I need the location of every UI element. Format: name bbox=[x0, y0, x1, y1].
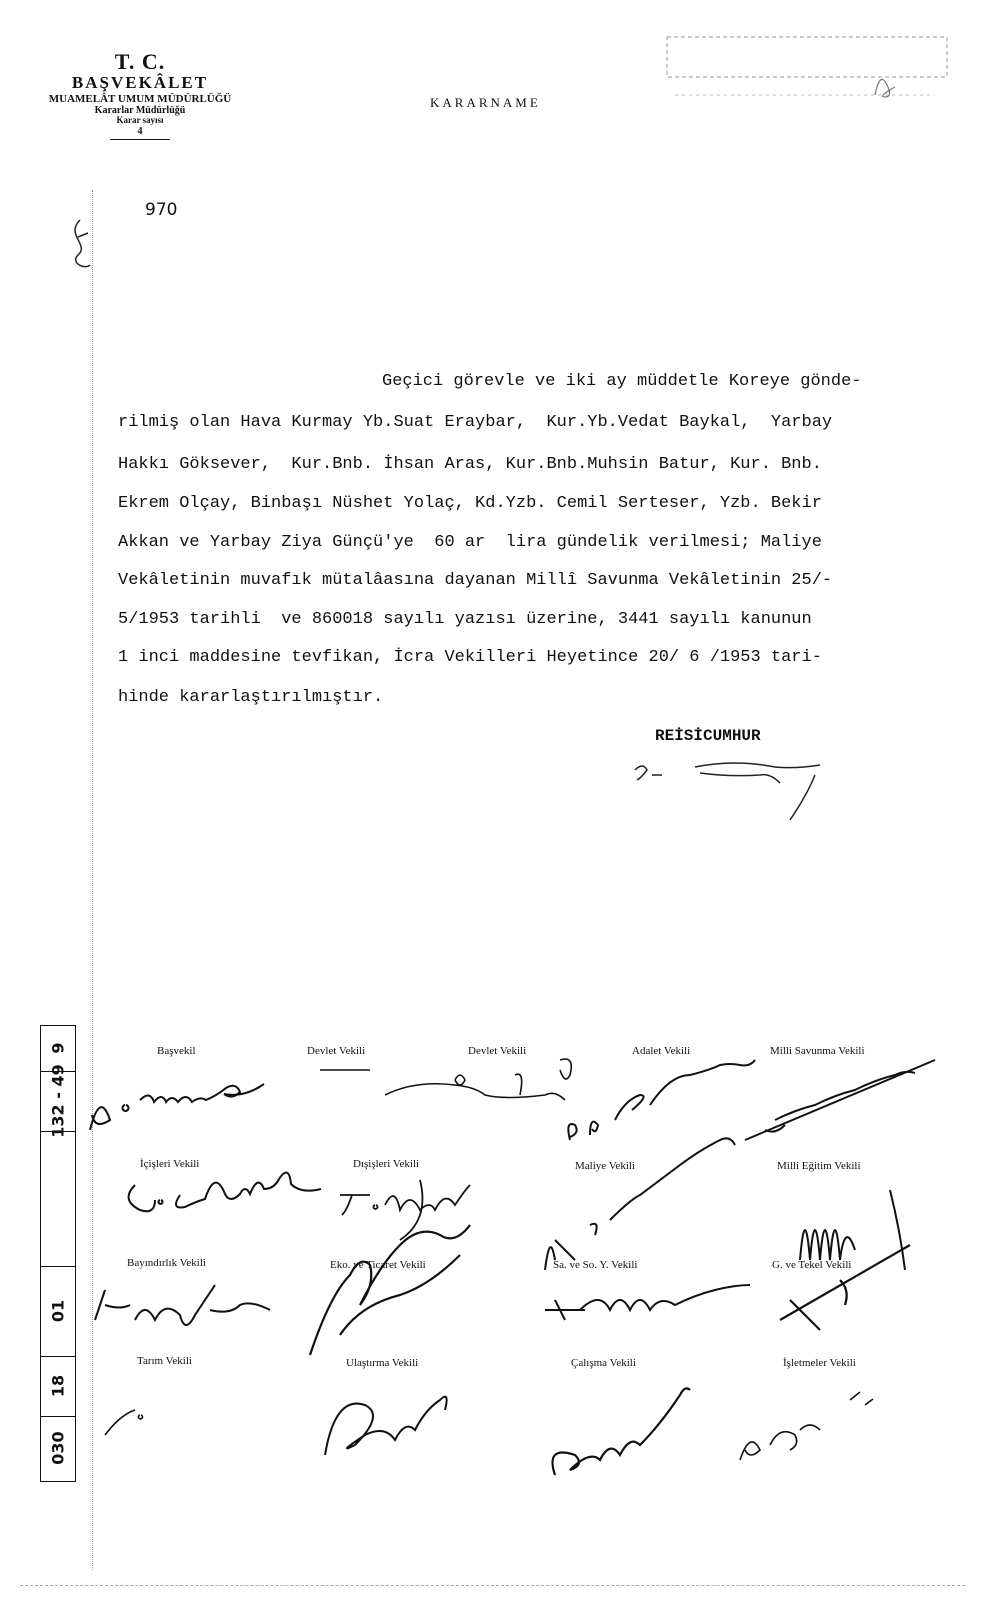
agriculture-minister-mark bbox=[100, 1395, 170, 1445]
minister-label-defense: Milli Savunma Vekili bbox=[770, 1045, 865, 1057]
minister-label-enterprises: İşletmeler Vekili bbox=[783, 1357, 856, 1369]
decision-count: 4 bbox=[137, 125, 143, 137]
body-line-9: hinde kararlaştırılmıştır. bbox=[118, 688, 384, 707]
state-minister-signature bbox=[315, 1055, 585, 1115]
minister-label-health: Sa. ve So. Y. Vekili bbox=[553, 1259, 638, 1271]
minister-label-customs-monopoly: G. ve Tekel Vekili bbox=[772, 1259, 852, 1271]
minister-label-state-1: Devlet Vekili bbox=[307, 1045, 366, 1057]
header-rule bbox=[110, 139, 170, 140]
archive-strip bbox=[40, 1025, 76, 1482]
minister-label-justice: Adalet Vekili bbox=[632, 1045, 691, 1057]
body-line-1: Geçici görevle ve iki ay müddetle Koreye gönde- bbox=[382, 372, 862, 391]
signatory-title: REİSİCUMHUR bbox=[655, 727, 761, 745]
document-title: KARARNAME bbox=[430, 95, 541, 110]
archive-code-box: 9 bbox=[48, 1042, 68, 1054]
state-abbreviation: T. C. bbox=[114, 49, 166, 74]
minister-label-transport: Ulaştırma Vekili bbox=[346, 1357, 419, 1369]
margin-guide-line bbox=[92, 190, 93, 1570]
document-number: 970 bbox=[145, 200, 178, 220]
president-signature bbox=[630, 755, 830, 825]
body-line-4: Ekrem Olçay, Binbaşı Nüshet Yolaç, Kd.Yzb. Cemil Serteser, Yzb. Bekir bbox=[118, 494, 822, 513]
minister-label-agriculture: Tarım Vekili bbox=[137, 1355, 192, 1367]
sub-directorate-name: Kararlar Müdürlüğü bbox=[94, 104, 186, 116]
minister-label-public-works: Bayındırlık Vekili bbox=[127, 1257, 206, 1269]
body-line-5: Akkan ve Yarbay Ziya Günçü'ye 60 ar lira gündelik verilmesi; Maliye bbox=[118, 533, 822, 552]
body-line-7: 5/1953 tarihli ve 860018 sayılı yazısı üzerine, 3441 sayılı kanunun bbox=[118, 610, 812, 629]
body-line-3: Hakkı Göksever, Kur.Bnb. İhsan Aras, Kur.Bnb.Muhsin Batur, Kur. Bnb. bbox=[118, 455, 822, 474]
archive-code-folder: 132 - 49 bbox=[48, 1064, 68, 1138]
finance-minister-signature bbox=[530, 1130, 750, 1280]
enterprises-minister-signature bbox=[730, 1390, 890, 1470]
body-line-2: rilmiş olan Hava Kurmay Yb.Suat Eraybar, Kur.Yb.Vedat Baykal, Yarbay bbox=[118, 413, 833, 432]
interior-minister-signature bbox=[120, 1160, 320, 1220]
defense-minister-signature bbox=[745, 1050, 945, 1140]
economy-minister-signature bbox=[300, 1215, 500, 1365]
decision-count-label: Karar sayısı bbox=[116, 114, 164, 125]
minister-label-state-2: Devlet Vekili bbox=[468, 1045, 527, 1057]
directorate-name: MUAMELÂT UMUM MÜDÜRLÜĞÜ bbox=[48, 92, 232, 105]
labor-minister-signature bbox=[540, 1375, 700, 1485]
minister-label-economy-trade: Eko. ve Ticaret Vekili bbox=[330, 1259, 426, 1271]
minister-label-labor: Çalışma Vekili bbox=[571, 1357, 636, 1369]
public-works-minister-signature bbox=[90, 1280, 280, 1350]
body-line-6: Vekâletinin muvafık mütalâasına dayanan Millî Savunma Vekâletinin 25/- bbox=[118, 571, 833, 590]
office-name: BAŞVEKÂLET bbox=[71, 73, 209, 93]
customs-minister-signature bbox=[760, 1240, 920, 1340]
archive-code-section: 18 bbox=[48, 1374, 68, 1398]
archive-code-fond: 030 bbox=[48, 1431, 68, 1465]
minister-label-finance: Maliye Vekili bbox=[575, 1160, 635, 1172]
body-line-8: 1 inci maddesine tevfikan, İcra Vekilleri Heyetince 20/ 6 /1953 tari- bbox=[118, 648, 822, 667]
health-minister-signature bbox=[540, 1280, 780, 1340]
transport-minister-signature bbox=[305, 1365, 465, 1475]
minister-label-prime-minister: Başvekil bbox=[157, 1045, 196, 1057]
margin-mark bbox=[60, 215, 100, 275]
minister-label-foreign: Dışişleri Vekili bbox=[353, 1158, 420, 1170]
prime-minister-signature bbox=[85, 1060, 285, 1140]
bottom-edge-line bbox=[20, 1585, 965, 1586]
faint-stamp bbox=[665, 35, 950, 105]
archive-code-file: 01 bbox=[48, 1299, 68, 1323]
minister-label-education: Milli Eğitim Vekili bbox=[777, 1160, 861, 1172]
minister-label-interior: İçişleri Vekili bbox=[140, 1158, 200, 1170]
letterhead bbox=[30, 50, 250, 140]
